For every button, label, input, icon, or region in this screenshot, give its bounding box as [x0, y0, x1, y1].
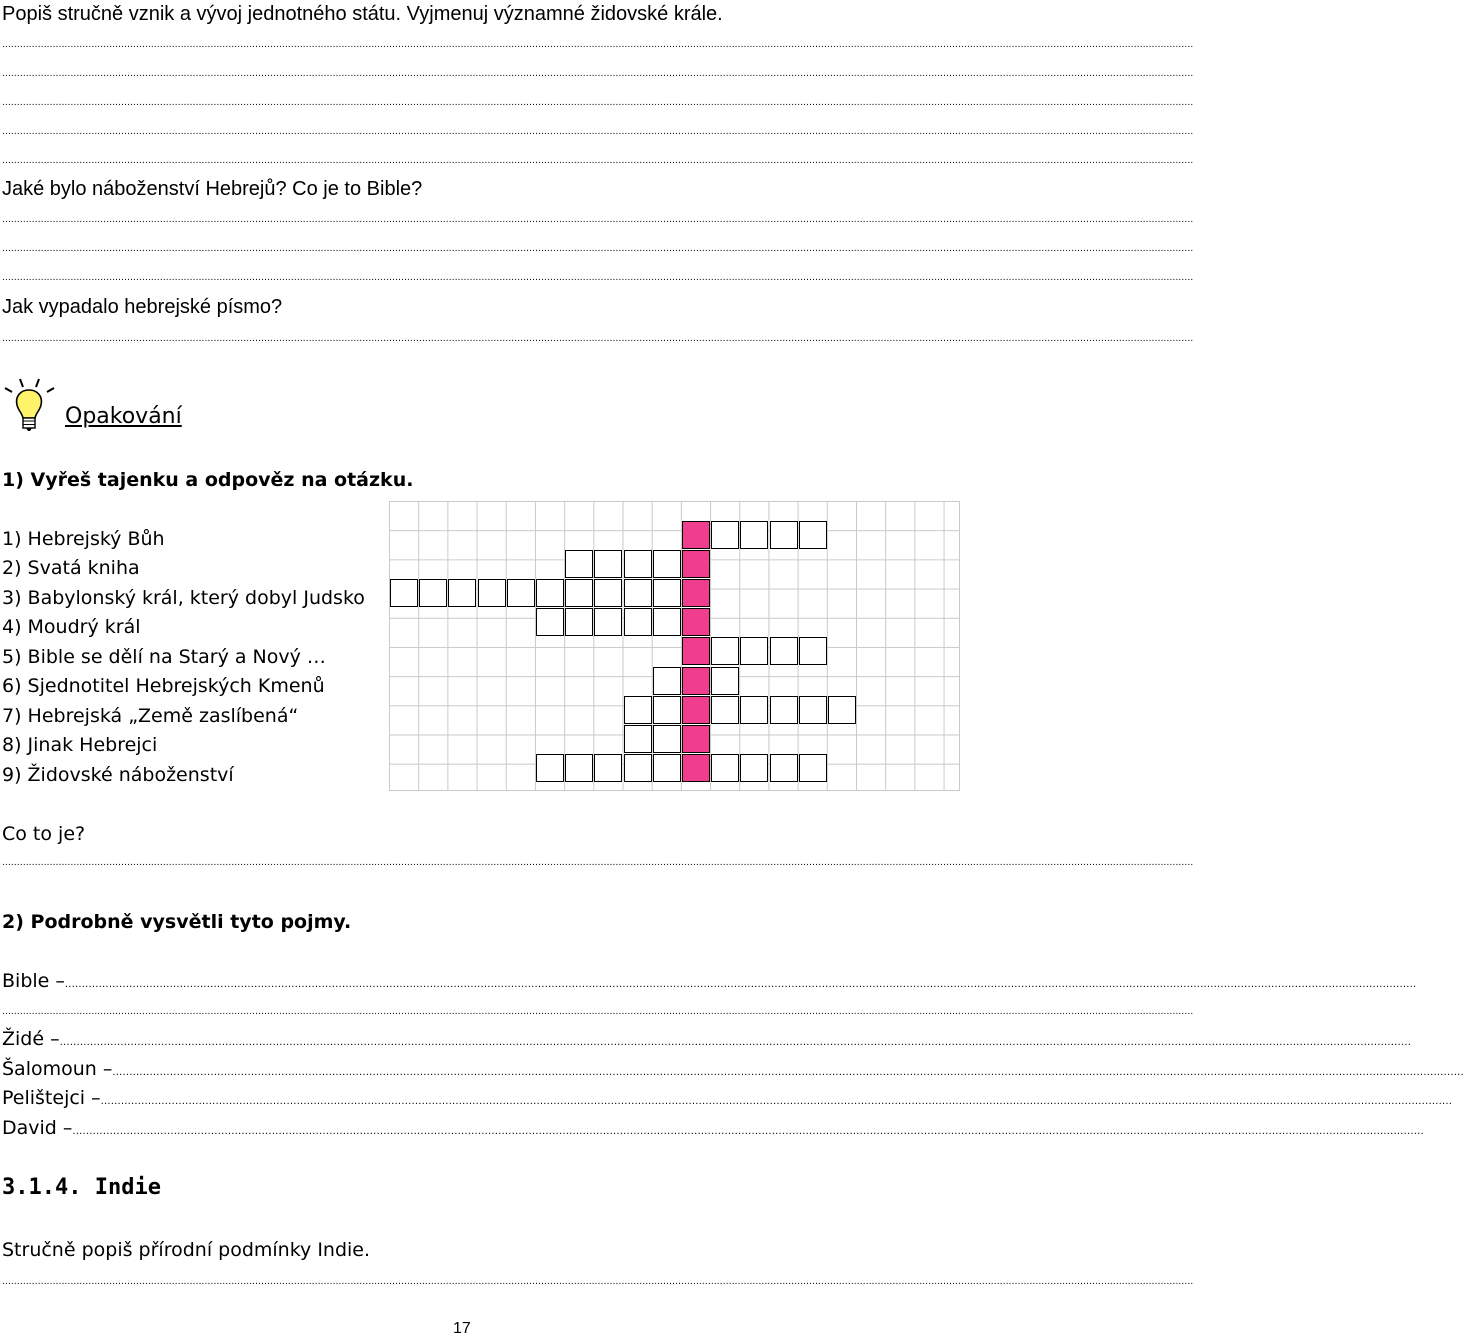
crossword-cell[interactable]	[478, 579, 506, 607]
crossword-key-cell[interactable]	[682, 637, 710, 665]
crossword-cell[interactable]	[799, 637, 827, 665]
crossword-cell[interactable]	[740, 754, 768, 782]
crossword-cell[interactable]	[565, 754, 593, 782]
task-1-heading: 1) Vyřeš tajenku a odpověz na otázku.	[2, 469, 414, 491]
crossword-cell[interactable]	[711, 637, 739, 665]
crossword-cell[interactable]	[565, 579, 593, 607]
clue: 4) Moudrý král	[2, 616, 141, 638]
crossword-cell[interactable]	[594, 608, 622, 636]
term-row	[2, 1116, 1424, 1144]
answer-line[interactable]: ................................................................................................................................................................................................................................................................................................................................................................................................................	[2, 97, 1194, 108]
crossword-key-cell[interactable]	[682, 579, 710, 607]
term-row	[2, 1086, 1453, 1114]
answer-line[interactable]: ................................................................................................................................................................................................................................................................................................................................................................................................................	[2, 857, 1194, 868]
crossword-cell[interactable]	[419, 579, 447, 607]
crossword-cell[interactable]	[624, 608, 652, 636]
crossword-cell[interactable]	[653, 754, 681, 782]
question-3: Jak vypadalo hebrejské písmo?	[2, 296, 283, 318]
crossword-cell[interactable]	[740, 696, 768, 724]
crossword-grid	[389, 501, 959, 790]
lightbulb-icon	[2, 376, 58, 434]
crossword-cell[interactable]	[624, 696, 652, 724]
clue: 1) Hebrejský Bůh	[2, 528, 165, 550]
crossword-cell[interactable]	[536, 754, 564, 782]
term-label: David –	[2, 1117, 73, 1139]
answer-line[interactable]: ................................................................................................................................................................................................................................................................................................................................................................................................................	[2, 214, 1194, 225]
section-title: Opakování	[65, 404, 182, 429]
crossword-cell[interactable]	[653, 608, 681, 636]
term-label: Pelištejci –	[2, 1087, 101, 1109]
crossword-cell[interactable]	[770, 754, 798, 782]
crossword-key-cell[interactable]	[682, 696, 710, 724]
answer-line[interactable]: ................................................................................................................................................................................................................................................................................................................................................................................................................	[2, 1276, 1194, 1287]
term-row	[2, 969, 1417, 997]
answer-line[interactable]: ................................................................................................................................................................................................................................................................................................................................................................................................................	[64, 979, 1417, 990]
question-india: Stručně popiš přírodní podmínky Indie.	[2, 1239, 371, 1261]
task-2-heading: 2) Podrobně vysvětli tyto pojmy.	[2, 911, 352, 933]
question-2: Jaké bylo náboženství Hebrejů? Co je to Bible?	[2, 178, 423, 200]
crossword-cell[interactable]	[711, 696, 739, 724]
crossword-cell[interactable]	[799, 696, 827, 724]
crossword-cell[interactable]	[624, 579, 652, 607]
crossword-cell[interactable]	[653, 579, 681, 607]
crossword-cell[interactable]	[740, 521, 768, 549]
crossword-cell[interactable]	[594, 754, 622, 782]
crossword-cell[interactable]	[390, 579, 418, 607]
question-1: Popiš stručně vznik a vývoj jednotného státu. Vyjmenuj významné židovské krále.	[2, 3, 723, 25]
term-label: Bible –	[2, 970, 65, 992]
answer-line[interactable]: ................................................................................................................................................................................................................................................................................................................................................................................................................	[2, 333, 1194, 344]
crossword-cell[interactable]	[507, 579, 535, 607]
clue: 6) Sjednotitel Hebrejských Kmenů	[2, 675, 325, 697]
crossword-key-cell[interactable]	[682, 550, 710, 578]
answer-line[interactable]: ................................................................................................................................................................................................................................................................................................................................................................................................................	[2, 1006, 1194, 1017]
clue: 5) Bible se dělí na Starý a Nový …	[2, 646, 326, 668]
crossword-cell[interactable]	[828, 696, 856, 724]
section-heading	[2, 1175, 161, 1200]
crossword-key-cell[interactable]	[682, 725, 710, 753]
clue: 9) Židovské náboženství	[2, 764, 234, 786]
answer-line[interactable]: ................................................................................................................................................................................................................................................................................................................................................................................................................	[72, 1126, 1424, 1137]
crossword-cell[interactable]	[799, 754, 827, 782]
question-what: Co to je?	[2, 823, 86, 845]
crossword-cell[interactable]	[711, 754, 739, 782]
clue: 3) Babylonský král, který dobyl Judsko	[2, 587, 365, 609]
term-label: Židé –	[2, 1028, 60, 1050]
crossword-key-cell[interactable]	[682, 754, 710, 782]
crossword-cell[interactable]	[624, 725, 652, 753]
crossword-cell[interactable]	[740, 637, 768, 665]
crossword-cell[interactable]	[653, 667, 681, 695]
answer-line[interactable]: ................................................................................................................................................................................................................................................................................................................................................................................................................	[2, 155, 1194, 166]
answer-line[interactable]: ................................................................................................................................................................................................................................................................................................................................................................................................................	[2, 39, 1194, 50]
crossword-key-cell[interactable]	[682, 667, 710, 695]
section-number: 3.1.4.	[2, 1175, 82, 1200]
crossword-cell[interactable]	[653, 696, 681, 724]
crossword-key-cell[interactable]	[682, 608, 710, 636]
crossword-cell[interactable]	[594, 579, 622, 607]
clue: 8) Jinak Hebrejci	[2, 734, 158, 756]
crossword-cell[interactable]	[770, 637, 798, 665]
crossword-cell[interactable]	[448, 579, 476, 607]
clue: 7) Hebrejská „Země zaslíbená“	[2, 705, 299, 727]
term-label: Šalomoun –	[2, 1058, 113, 1080]
term-row	[2, 1057, 1464, 1085]
crossword-cell[interactable]	[594, 550, 622, 578]
crossword-cell[interactable]	[799, 521, 827, 549]
crossword-cell[interactable]	[770, 521, 798, 549]
crossword-key-cell[interactable]	[682, 521, 710, 549]
crossword-cell[interactable]	[565, 608, 593, 636]
crossword-cell[interactable]	[536, 579, 564, 607]
answer-line[interactable]: ................................................................................................................................................................................................................................................................................................................................................................................................................	[2, 126, 1194, 137]
clue: 2) Svatá kniha	[2, 557, 140, 579]
crossword-cell[interactable]	[770, 696, 798, 724]
page-number: 17	[453, 1320, 471, 1337]
crossword-cell[interactable]	[653, 550, 681, 578]
answer-line[interactable]: ................................................................................................................................................................................................................................................................................................................................................................................................................	[59, 1037, 1412, 1048]
answer-line[interactable]: ................................................................................................................................................................................................................................................................................................................................................................................................................	[112, 1067, 1464, 1078]
answer-line[interactable]: ................................................................................................................................................................................................................................................................................................................................................................................................................	[2, 272, 1194, 283]
crossword-cell[interactable]	[711, 521, 739, 549]
crossword-cell[interactable]	[653, 725, 681, 753]
crossword-cell[interactable]	[565, 550, 593, 578]
section-name: Indie	[94, 1175, 161, 1200]
crossword-cell[interactable]	[536, 608, 564, 636]
term-row	[2, 1027, 1412, 1055]
crossword-cell[interactable]	[624, 550, 652, 578]
crossword-cell[interactable]	[711, 667, 739, 695]
answer-line[interactable]: ................................................................................................................................................................................................................................................................................................................................................................................................................	[2, 68, 1194, 79]
answer-line[interactable]: ................................................................................................................................................................................................................................................................................................................................................................................................................	[100, 1096, 1453, 1107]
crossword-cell[interactable]	[624, 754, 652, 782]
answer-line[interactable]: ................................................................................................................................................................................................................................................................................................................................................................................................................	[2, 243, 1194, 254]
